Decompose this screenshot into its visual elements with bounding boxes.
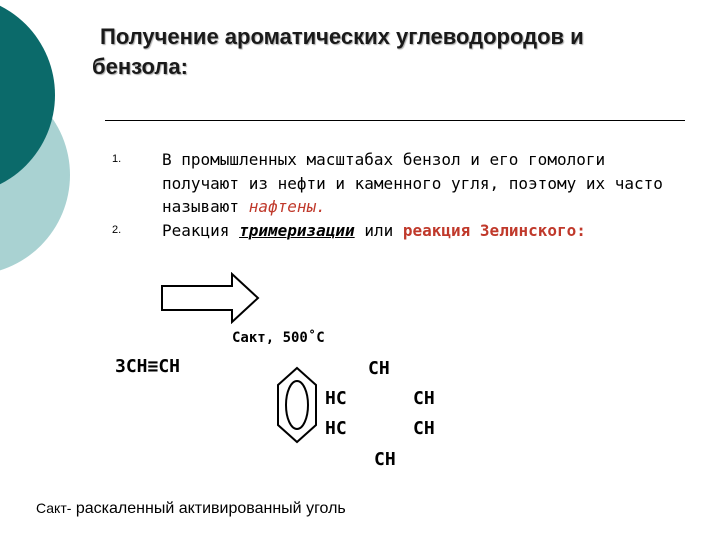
atom-upper-left: НС: [325, 388, 347, 409]
reactant-formula: 3СН≡СН: [115, 356, 181, 377]
atom-top: СН: [368, 358, 390, 379]
atom-upper-right: СН: [413, 388, 435, 409]
atom-lower-left: НС: [325, 418, 347, 439]
item-2-red-tail: реакция Зелинского:: [402, 220, 586, 240]
benzene-ring-icon: [274, 365, 320, 445]
footnote: [36, 500, 346, 518]
content-list: [112, 148, 672, 242]
footnote-abbr: Сакт-: [36, 500, 72, 516]
slide-title: [92, 22, 692, 82]
reaction-arrow-icon: [160, 272, 262, 324]
footnote-text: раскаленный активированный уголь: [75, 500, 346, 517]
list-item-1: [112, 148, 672, 219]
title-line-1: Получение ароматических углеводородов и: [100, 24, 584, 49]
title-line-2: бензола:: [92, 54, 188, 79]
item-2-keyword: тримеризации: [239, 220, 355, 240]
item-1-highlight: нафтены.: [248, 197, 326, 216]
list-item-2: [112, 219, 672, 243]
catalyst-conditions: Сакт, 500˚С: [232, 330, 325, 346]
atom-lower-right: СН: [413, 418, 435, 439]
item-1-text: В промышленных масштабах бензол и его гомологи получают из нефти и каменного угля, поэтому их часто называют: [162, 150, 663, 216]
list-number: 2.: [112, 223, 122, 236]
item-2-middle: или: [364, 220, 394, 240]
decorative-circles: [0, 0, 90, 300]
item-2-prefix: Реакция: [162, 220, 230, 240]
list-number: 1.: [112, 153, 122, 165]
title-divider: [105, 120, 685, 121]
atom-bottom: СН: [374, 449, 396, 470]
